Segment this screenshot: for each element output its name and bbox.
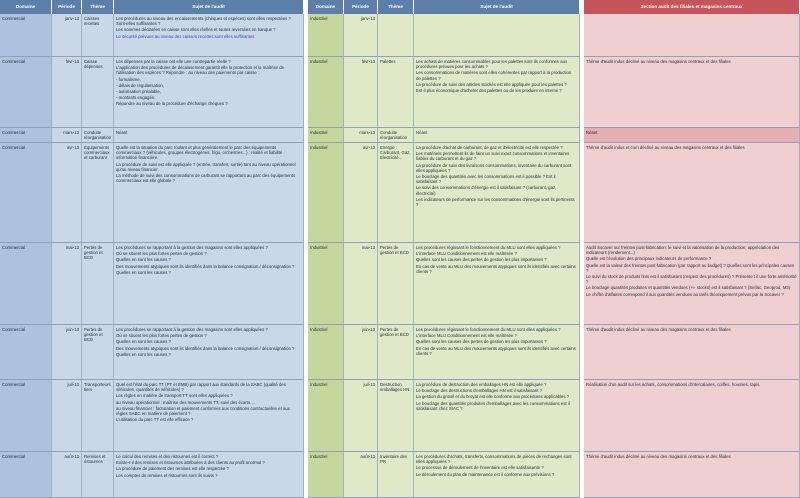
cell-periode: janv-13 [344,14,378,56]
table-row [308,143,580,243]
table-row [584,243,800,325]
cell-domaine: Commercial [0,128,52,142]
cell-domaine: Commercial [0,243,52,324]
table-row [308,243,580,325]
cell-domaine: Industriel [308,325,344,379]
cell-domaine: Industriel [308,380,344,451]
cell-domaine: Industriel [308,128,344,142]
sujet-line: Des mouvements atypiques sont ils identifiés dans la balance consignation / déconsignation ? [116,263,295,269]
sujet-line: Les matériels permettent ils de faire un suivi exact consommations et inventaires fiables du carburant et du gaz ? [416,151,570,162]
cell-domaine: Commercial [0,380,52,451]
cell-subsidiary-note [584,14,800,56]
sujet-line: Le suivi des consommations d'énergie est il satisfaisant ? (carburant, gaz, électricité) [416,185,557,196]
cell-periode: juin-13 [344,325,378,379]
sujet-line: Quelles en sont les causes ? [116,351,171,357]
sujet-line: Les sommes déclarées en caisse sont elles réelles et toutes reversées en banque ? [116,27,276,33]
sujet-line: Quelles en sont les causes ? [116,257,171,263]
cell-periode: févr-13 [344,57,378,127]
cell-theme: Pertes de gestion et BCD [378,325,414,379]
table-row [0,380,304,452]
cell-theme: Transporteurs tiers [82,380,114,451]
cell-subsidiary-note [584,452,800,497]
column-header: Période [52,0,82,14]
table-row [308,325,580,380]
table-row [584,14,800,57]
sujet-line: La procédure de suivi des articles stockés est elle appliquée pour les palettes ? [416,81,567,87]
cell-periode: mai-13 [52,243,82,324]
sujet-line: au niveau financier : facturation et paiement conformes aux conditions contractuelles et aux règles SABC en matière de paiement ? [116,405,290,417]
cell-subsidiary-note [584,143,800,242]
sujet-line: Répondre au niveau de la procédure d'échange chèques ? [116,101,228,107]
sujet-line: L'utilisation du parc TT est elle efficace ? [116,417,194,423]
cell-domaine: Commercial [0,14,52,56]
note-line: Audit Socaver sur freintes post-fabrication; le suivi et la valorisation de la production; appréciation des indicateurs (rendement...) [586,245,780,256]
cell-periode: août-13 [52,452,82,497]
cell-theme: Energie : Carburant, Gaz, Electricité... [378,143,414,242]
sujet-line: Les achats de matières consommables pour les palettes sont ils conformes aux procédures prévues pour les achats ? [416,59,568,70]
cell-subsidiary-note [584,325,800,379]
sujet-line: Les procédures se rapportant à la gestion des magasins sont elles appliquées ? [116,245,268,250]
cell-theme: Conduite réorganisation [82,128,114,142]
cell-domaine: Industriel [308,452,344,497]
cell-periode: juil-13 [344,380,378,451]
note-line: Thème d'audit indus décliné au niveau des magasins centraux et des filiales [586,454,731,459]
table-row [584,57,800,128]
cell-theme: Pertes de gestion et BCD [82,325,114,379]
column-header: Sujet de l'audit [114,0,304,14]
cell-domaine: Industriel [308,143,344,242]
note-line: Quelle est l'évolution des principaux indicateurs de performance ? [586,256,712,262]
column-header: Période [344,0,378,14]
sujet-line: L'application des procédures de décaissement garantit elle la protection et la maîtrise de l'utilisation des espèces ? Répondre : au niveau des paiements par caisse : [116,65,285,76]
sujet-line: Existe-t-il des remises et ristournes attribuées à des clients au profil anormal ? [116,460,265,466]
cell-sujet [414,128,580,142]
commercial-audit-table [0,0,304,498]
sujet-line: Les dépenses par la caisse ont elle une contrepartie réelle ? [116,59,231,64]
sujet-line: Les comptes de remises et ristournes sont ils suivis ? [116,472,218,478]
cell-theme: Remises et ristournes [82,452,114,497]
table-row [584,128,800,143]
table-row [0,14,304,57]
table-row [584,452,800,498]
cell-theme: Palettes [378,57,414,127]
cell-periode: juil-13 [52,380,82,451]
table-row [308,452,580,498]
cell-subsidiary-note [584,57,800,127]
cell-theme: Caisse dépenses [82,57,114,127]
subsidiary-audit-table [584,0,800,498]
note-line: Le bouclage quantités produites et quantités vendues (+/- stocks) est il satisfaisant ? (Seifac, Geoprod, M3) [586,285,791,291]
cell-theme: Conduite réorganisation [378,128,414,142]
cell-sujet [114,14,304,56]
sujet-line: La procédure de suivi des livraisons consommations, inventaire du carburant sont elles appliquées ? [416,162,572,173]
sujet-line: Les procédures au niveau des encaissements (chèques et espèces) sont elles respectées ? Sont-elles suffisantes ? [116,16,291,27]
industrial-audit-table [308,0,580,498]
sujet-line: Le calcul des remises et des ristournes est il correct ? [116,454,219,459]
note-line: Quelle est la valeur des freintes post-fabrication (par rapport au budget) ? Quelles sont les principales causes ? [586,262,795,273]
cell-periode: mars-13 [52,128,82,142]
sujet-line: Les indicateurs de performance sur les consommations d'énergie sont ils pertinents ? [416,196,575,208]
sujet-line: Les procédures régissant le fonctionnement du MLU sont elles appliquées ? [416,327,561,332]
sujet-line: Les procédures régissant le fonctionnement du MLU sont elles appliquées ? [416,245,561,250]
sujet-line: Néant [116,130,128,135]
sujet-line: En cas de vente au MLU des mouvements atypiques sont ils identifiés avec certains clients ? [416,263,576,274]
cell-domaine: Commercial [0,325,52,379]
sujet-line: Quelles en sont les causes ? [116,269,171,275]
note-line: Néant [586,130,598,135]
table-row [308,128,580,143]
column-header: Sujet de l'audit [414,0,580,14]
cell-periode: avr-13 [52,143,82,242]
sujet-line: Quelles sont les causes des pertes de gestion les plus importantes ? [416,257,547,263]
cell-domaine: Industriel [308,14,344,56]
column-header: Thème [378,0,414,14]
column-header: Domaine [0,0,52,14]
sujet-line: Les consommations de matières sont elles cohérentes par rapport à la production de palettes ? [416,70,572,81]
sujet-line: Le sécurité prévues au niveau des caisses recettes sont elles suffisantes [116,33,255,39]
sujet-line: Les procédures se rapportant à la gestion des magasins sont elles appliquées ? [116,327,268,332]
sujet-line: En cas de vente au MLU des mouvements atypiques sont ils identifiés avec certains clients ? [416,345,576,356]
note-line: Thème d'audit indus décliné au niveau des magasins centraux et des filiales [586,59,731,64]
cell-theme [378,14,414,56]
table-row [584,325,800,380]
cell-sujet [414,57,580,127]
cell-subsidiary-note [584,128,800,142]
table-row [0,325,304,380]
cell-sujet [414,243,580,324]
sujet-line: Le bouclage des quantités avec les consommations est il possible ? Est il satisfaisant ? [416,174,556,185]
cell-sujet [114,128,304,142]
sujet-line: Le processus de déroulement de l'inventaire est elle satisfaisante ? [416,465,544,471]
cell-sujet [114,380,304,451]
cell-subsidiary-note [584,380,800,451]
cell-sujet [414,14,580,56]
cell-domaine: Industriel [308,57,344,127]
sujet-line: Les règles en matière de transport TT sont elles appliquées ? [116,393,233,399]
cell-theme: Pertes de gestion et BCD [82,243,114,324]
sujet-line: La procédure de paiement des remises est elle respectée ? [116,466,229,472]
sujet-line: La gestion du groisil et du broyat est elle conforme aux procédures applicables ? [416,394,570,400]
sujet-line: - délais de régularisation, [116,82,165,88]
note-line: Le suivi du stock de produits finis est il satisfaisant (respect des procédures) ? Présente t il une forte antériorité ? [586,274,797,285]
sujet-line: au niveau opérationnel : maîtrise des mouvements TT, suivi des écarts,... [116,399,255,405]
sujet-line: Le bouclage des quantités produites d'emballages avec les consommations est il satisfaisant chez SIAC ? [416,400,570,411]
cell-sujet [414,380,580,451]
column-header: Thème [82,0,114,14]
cell-domaine: Commercial [0,452,52,497]
cell-theme: Destruction emballages HN [378,380,414,451]
sujet-line: La procédure de suivi est elle appliquée ? (entrée, transfert, sortie) tant au niveau opérationnel qu'au niveau financier. [116,161,296,172]
cell-sujet [114,57,304,127]
cell-periode: juin-13 [52,325,82,379]
sujet-line: L'interface MLU Conditionnement est elle maîtrisée ? [416,251,517,257]
cell-sujet [114,243,304,324]
column-header: Domaine [308,0,344,14]
cell-theme: Pertes de gestion et BCD [378,243,414,324]
sujet-line: Quelles en sont les causes ? [116,339,171,345]
cell-periode: janv-13 [52,14,82,56]
sujet-line: Quelles sont les causes des pertes de gestion les plus importantes ? [416,339,547,345]
sujet-line: Des mouvements atypiques sont ils identifiés dans la balance consignation / déconsignation ? [116,345,295,351]
sujet-line: - montants engagés. [116,95,156,101]
note-line: Réalisation d'un audit sur les achats, consommations d'intercalaires, coiffes, housses, tapis. [586,382,761,387]
cell-sujet [114,452,304,497]
sujet-line: - formalisme, [116,76,141,82]
sujet-line: Néant [416,130,428,135]
table-row [0,143,304,243]
note-line: Le chiffre d'affaires correspond il aux quantités vendues au tarifs théoriquement prévus par la Socaver ? [586,291,784,297]
cell-sujet [414,143,580,242]
cell-sujet [114,143,304,242]
cell-domaine: Commercial [0,57,52,127]
sujet-line: Le bouclage des destructions d'emballages HN est il satisfaisant ? [416,388,542,394]
table-row [308,380,580,452]
sujet-line: La méthode de suivi des consommations de carburant se rapportant au parc des équipements commerciaux est elle globale ? [116,173,296,184]
cell-theme: Equipements commerciaux et carburant [82,143,114,242]
cell-subsidiary-note [584,243,800,324]
sujet-line: La procédure de destruction des emballages HN est elle appliquée ? [416,382,547,387]
table-row [0,57,304,128]
note-line: Thème d'audit indus décliné au niveau des magasins centraux et des filiales [586,327,731,332]
column-header: Section audit des filiales et magasins centraux [584,0,800,14]
sujet-line: La procédure d'achat de carburant, de gaz et d'électricité est elle respectée ? [416,145,563,150]
sujet-line: Le déroulement du plan de maintenance est il conforme aux prévisions ? [416,471,555,477]
table-row [584,143,800,243]
sujet-line: Où se situent les plus fortes pertes de gestion ? [116,251,207,257]
cell-periode: mai-13 [344,243,378,324]
sujet-line: Est-il plus économique d'acheter des palettes ou de les produire en interne ? [416,88,562,94]
note-line: Thème d'audit indus et com décliné au niveau des magasins centraux et des filiales [586,145,745,150]
table-row [308,57,580,128]
sujet-line: Où se situent les plus fortes pertes de gestion ? [116,333,207,339]
cell-periode: mars-13 [344,128,378,142]
cell-domaine: Industriel [308,243,344,324]
cell-theme: Caisses recettes [82,14,114,56]
table-row [0,128,304,143]
table-row [584,380,800,452]
sujet-line: - autorisation préalable, [116,89,161,95]
cell-sujet [414,452,580,497]
cell-sujet [414,325,580,379]
table-row [0,452,304,498]
sujet-line: Quelle est la situation du parc roulant et plus généralement le parc des équipements commerciaux ? (véhicules, groupes électrogènes, frigo, orchestres...) : réalité et fiabilité information financière. [116,145,283,161]
table-row [0,243,304,325]
table-row [308,14,580,57]
cell-periode: févr-13 [52,57,82,127]
cell-domaine: Commercial [0,143,52,242]
sujet-line: Les procédures d'achats, transferts, consommations de pièces de rechanges sont elles appliquées ? [416,454,572,465]
cell-theme: Inventaire des PR [378,452,414,497]
sujet-line: L'interface MLU Conditionnement est elle maîtrisée ? [416,333,517,339]
cell-periode: août-13 [344,452,378,497]
cell-sujet [114,325,304,379]
cell-periode: avr-13 [344,143,378,242]
sujet-line: Quel est l'état du parc TT (PT et EMB) par rapport aux standards de la SABC (qualité des véhicules, quantités de véhicules) ? [116,382,286,393]
